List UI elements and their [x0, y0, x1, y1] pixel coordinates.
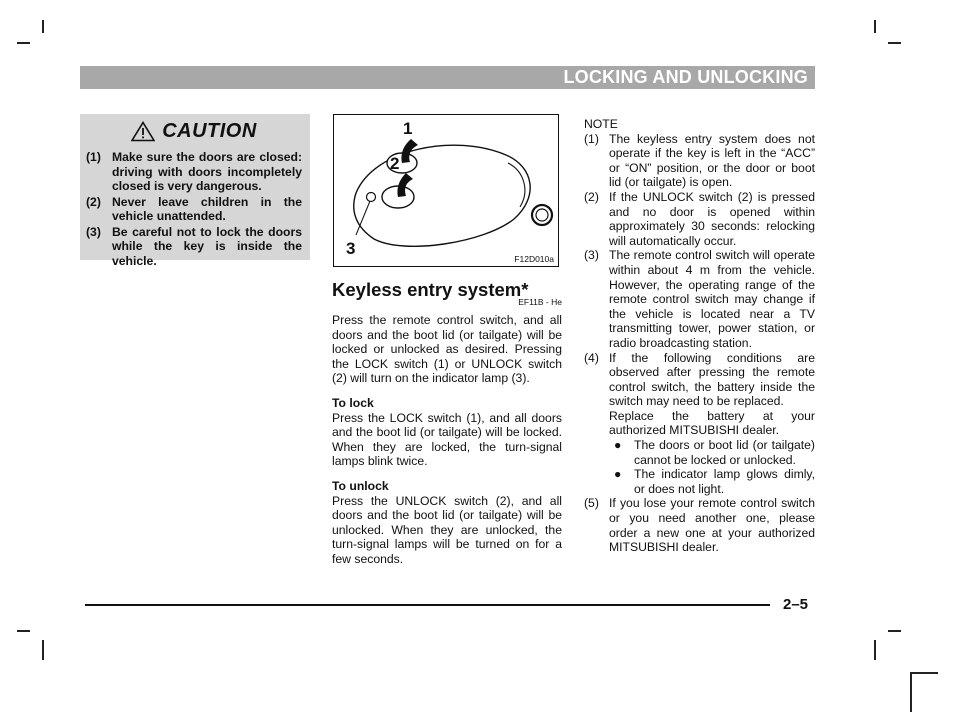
- bullet-item: [609, 467, 815, 496]
- note-item-text: The keyless entry system does not operate if the key is left in the “ACC” or “ON” position, or the door or boot lid (or tailgate) is open.: [609, 131, 815, 190]
- bullet-text: The doors or boot lid (or tailgate) cannot be locked or unlocked.: [634, 438, 815, 467]
- section-code: EF11B - He: [518, 297, 562, 307]
- bullet-dot-icon: ●: [614, 438, 622, 453]
- crop-mark: [874, 640, 876, 660]
- crop-mark: [910, 672, 912, 712]
- note-item: [584, 190, 815, 248]
- remote-key-figure: [333, 114, 559, 267]
- note-item-number: (2): [584, 189, 599, 204]
- note-item-number: (5): [584, 496, 599, 511]
- bullet-item: [609, 438, 815, 467]
- page-number: 2–5: [783, 596, 809, 613]
- remote-control-illustration: [334, 115, 558, 266]
- lock-heading: To lock: [332, 395, 374, 410]
- caution-item-number: (1): [86, 150, 101, 164]
- caution-item-number: (2): [86, 194, 101, 209]
- caution-heading: [86, 120, 302, 143]
- caution-item: [86, 150, 302, 194]
- unlock-paragraph: Press the UNLOCK switch (2), and all doors and the boot lid (or tailgate) will be unlocked. When they are unlocked, the turn-signal lamps will be turned on for a few seconds.: [332, 493, 562, 566]
- bullet-text: The indicator lamp glows dimly, or does not light.: [634, 467, 815, 496]
- note-label: NOTE: [584, 117, 618, 131]
- crop-mark: [888, 630, 901, 632]
- note-item-number: (1): [584, 131, 599, 146]
- caution-box: [80, 114, 310, 268]
- note-item-text: If the UNLOCK switch (2) is pressed and no door is opened within approximately 30 seconds: relocking will automatically occur.: [609, 189, 815, 248]
- caution-item-text: Make sure the doors are closed: driving with doors incompletely closed is very dangerous.: [112, 150, 302, 193]
- note-item: [584, 351, 815, 497]
- caution-item: [86, 195, 302, 224]
- figure-code: F12D010a: [514, 254, 554, 264]
- crop-mark: [874, 20, 876, 33]
- crop-mark: [888, 42, 901, 44]
- keyless-entry-text: [332, 313, 562, 577]
- note-item-text: If the following conditions are observed after pressing the remote control switch, the battery inside the switch may need to be replaced.: [609, 350, 815, 409]
- chapter-header: LOCKING AND UNLOCKING: [80, 66, 815, 89]
- note-item-extra: Replace the battery at your authorized MITSUBISHI dealer.: [609, 408, 815, 438]
- note-item: [584, 248, 815, 350]
- caution-item-text: Be careful not to lock the doors while the key is inside the vehicle.: [112, 224, 302, 268]
- note-item-text: If you lose your remote control switch or you need another one, please order a new one at your authorized MITSUBISHI dealer.: [609, 496, 815, 555]
- caution-item-number: (3): [86, 224, 101, 239]
- note-item-number: (4): [584, 350, 599, 365]
- section-title: Keyless entry system*: [332, 279, 529, 300]
- bullet-dot-icon: ●: [614, 467, 622, 482]
- figure-callout-3: 3: [346, 239, 356, 258]
- warning-triangle-icon: [131, 121, 155, 142]
- figure-callout-1: 1: [403, 119, 413, 138]
- unlock-heading: To unlock: [332, 478, 389, 493]
- note-item-number: (3): [584, 248, 599, 263]
- figure-callout-2: 2: [390, 154, 400, 173]
- footer-rule: [85, 604, 770, 606]
- caution-title: CAUTION: [162, 120, 257, 142]
- lock-paragraph: Press the LOCK switch (1), and all doors and the boot lid (or tailgate) will be locked. When they are locked, the turn-signal lamps blink twice.: [332, 410, 562, 469]
- crop-mark: [910, 672, 938, 674]
- caution-item: [86, 225, 302, 269]
- note-item: [584, 496, 815, 554]
- crop-mark: [17, 630, 30, 632]
- caution-item-text: Never leave children in the vehicle unattended.: [112, 194, 302, 223]
- note-item: [584, 132, 815, 190]
- intro-paragraph: Press the remote control switch, and all doors and the boot lid (or tailgate) will be locked or unlocked as desired. Pressing the LOCK switch (1) or UNLOCK switch (2) will turn on the indicator lamp (3).: [332, 313, 562, 386]
- note-section: [584, 117, 815, 555]
- crop-mark: [42, 20, 44, 33]
- crop-mark: [42, 640, 44, 660]
- crop-mark: [17, 42, 30, 44]
- note-item-text: The remote control switch will operate within about 4 m from the vehicle. However, the operating range of the remote control switch may change if the vehicle is located near a TV transmitting tower, power station, or radio broadcasting station.: [609, 248, 815, 350]
